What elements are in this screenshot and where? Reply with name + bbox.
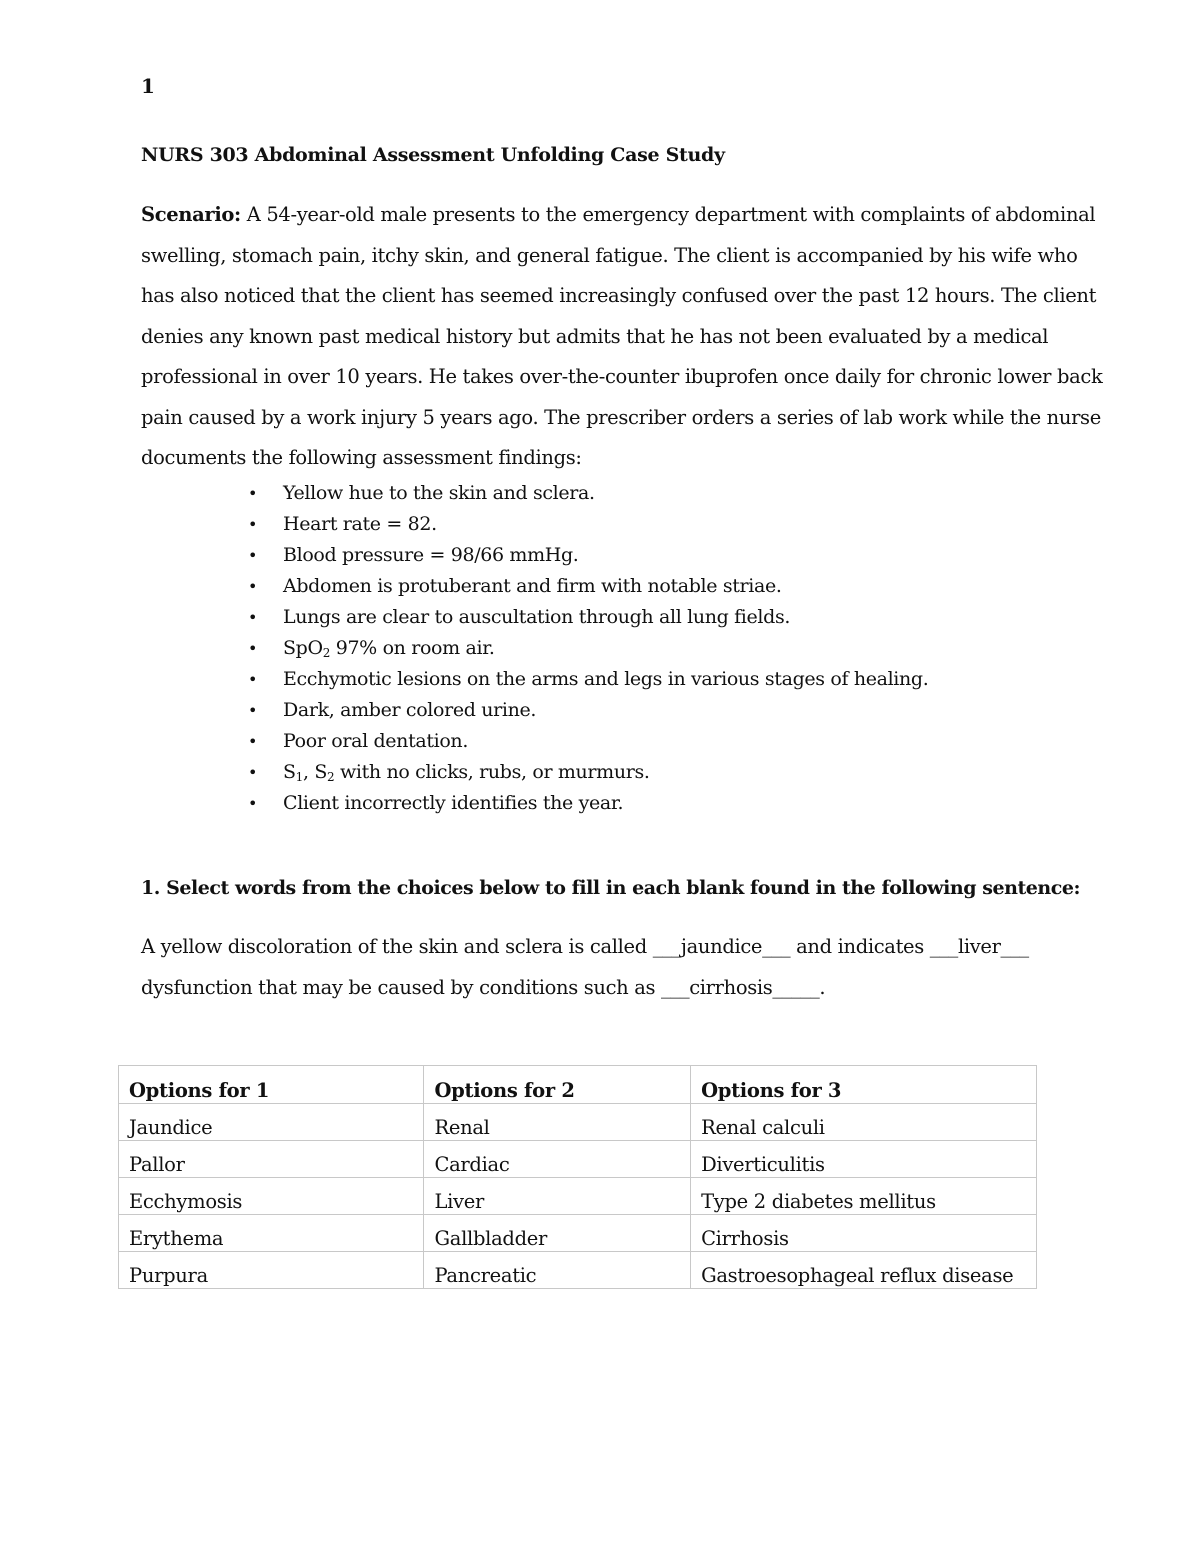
options-table: [118, 1065, 1037, 1289]
finding-text: Lungs are clear to auscultation through all lung fields.: [283, 606, 791, 628]
finding-text: Heart rate = 82.: [283, 513, 437, 535]
table-cell: Renal calculi: [691, 1104, 1037, 1141]
bullet-icon: •: [248, 608, 258, 627]
table-row: [119, 1252, 1037, 1289]
table-cell: Renal: [424, 1104, 691, 1141]
finding-item: [246, 540, 928, 571]
bullet-icon: •: [248, 546, 258, 565]
bullet-icon: •: [248, 701, 258, 720]
table-cell: Cirrhosis: [691, 1215, 1037, 1252]
table-row: [119, 1104, 1037, 1141]
table-cell: Cardiac: [424, 1141, 691, 1178]
table-header-cell: Options for 1: [119, 1066, 424, 1104]
finding-text: [283, 637, 495, 659]
finding-item: [246, 726, 928, 757]
bullet-icon: •: [248, 670, 258, 689]
subscript: 2: [327, 770, 335, 784]
finding-item: [246, 571, 928, 602]
scenario-label: Scenario:: [141, 203, 241, 226]
bullet-icon: •: [248, 763, 258, 782]
finding-text-part: 97% on room air.: [330, 637, 495, 659]
finding-text: Client incorrectly identifies the year.: [283, 792, 624, 814]
bullet-icon: •: [248, 794, 258, 813]
finding-text: Poor oral dentation.: [283, 730, 469, 752]
bullet-icon: •: [248, 484, 258, 503]
finding-text: [283, 761, 650, 783]
table-header-cell: Options for 2: [424, 1066, 691, 1104]
page-number: 1: [141, 74, 155, 98]
table-cell: Erythema: [119, 1215, 424, 1252]
finding-item: [246, 633, 928, 664]
bullet-icon: •: [248, 639, 258, 658]
table-cell: Liver: [424, 1178, 691, 1215]
table-row: [119, 1215, 1037, 1252]
bullet-icon: •: [248, 732, 258, 751]
finding-text: Yellow hue to the skin and sclera.: [283, 482, 595, 504]
finding-text-part: with no clicks, rubs, or murmurs.: [334, 761, 650, 783]
finding-text: Ecchymotic lesions on the arms and legs in various stages of healing.: [283, 668, 929, 690]
table-cell: Jaundice: [119, 1104, 424, 1141]
finding-item: [246, 788, 928, 819]
finding-item: [246, 695, 928, 726]
question-1-answer: A yellow discoloration of the skin and sclera is called ___jaundice___ and indicates ___liver___ dysfunction that may be caused by conditions such as ___cirrhosis_____.: [141, 935, 1029, 999]
table-row: [119, 1141, 1037, 1178]
finding-text: Dark, amber colored urine.: [283, 699, 537, 721]
table-cell: Ecchymosis: [119, 1178, 424, 1215]
table-header-cell: Options for 3: [691, 1066, 1037, 1104]
table-cell: Diverticulitis: [691, 1141, 1037, 1178]
bullet-icon: •: [248, 577, 258, 596]
document-title: NURS 303 Abdominal Assessment Unfolding Case Study: [141, 144, 725, 166]
question-1-prompt: 1. Select words from the choices below to fill in each blank found in the following sentence:: [141, 877, 1081, 899]
finding-item: [246, 757, 928, 788]
finding-item: [246, 509, 928, 540]
finding-text-part: , S: [302, 761, 328, 783]
table-cell: Type 2 diabetes mellitus: [691, 1178, 1037, 1215]
finding-text: Blood pressure = 98/66 mmHg.: [283, 544, 579, 566]
scenario-text: A 54-year-old male presents to the emergency department with complaints of abdominal swelling, stomach pain, itchy skin, and general fatigue. The client is accompanied by his wife who has also noticed that the client has seemed increasingly confused over the past 12 hours. The client denies any known past medical history but admits that he has not been evaluated by a medical professional in over 10 years. He takes over-the-counter ibuprofen once daily for chronic lower back pain caused by a work injury 5 years ago. The prescriber orders a series of lab work while the nurse documents the following assessment findings:: [141, 203, 1103, 469]
finding-item: [246, 602, 928, 633]
finding-text-part: SpO: [283, 637, 323, 659]
table-cell: Gastroesophageal reflux disease: [691, 1252, 1037, 1289]
finding-item: [246, 664, 928, 695]
finding-text-part: S: [283, 761, 296, 783]
subscript: 1: [295, 770, 303, 784]
subscript: 2: [322, 646, 331, 660]
table-cell: Pallor: [119, 1141, 424, 1178]
bullet-icon: •: [248, 515, 258, 534]
table-row: [119, 1178, 1037, 1215]
finding-item: [246, 478, 928, 509]
assessment-findings-list: [246, 478, 928, 819]
scenario-paragraph: [141, 195, 1116, 479]
table-cell: Pancreatic: [424, 1252, 691, 1289]
table-cell: Purpura: [119, 1252, 424, 1289]
finding-text: Abdomen is protuberant and firm with notable striae.: [283, 575, 782, 597]
table-cell: Gallbladder: [424, 1215, 691, 1252]
table-header-row: [119, 1066, 1037, 1104]
